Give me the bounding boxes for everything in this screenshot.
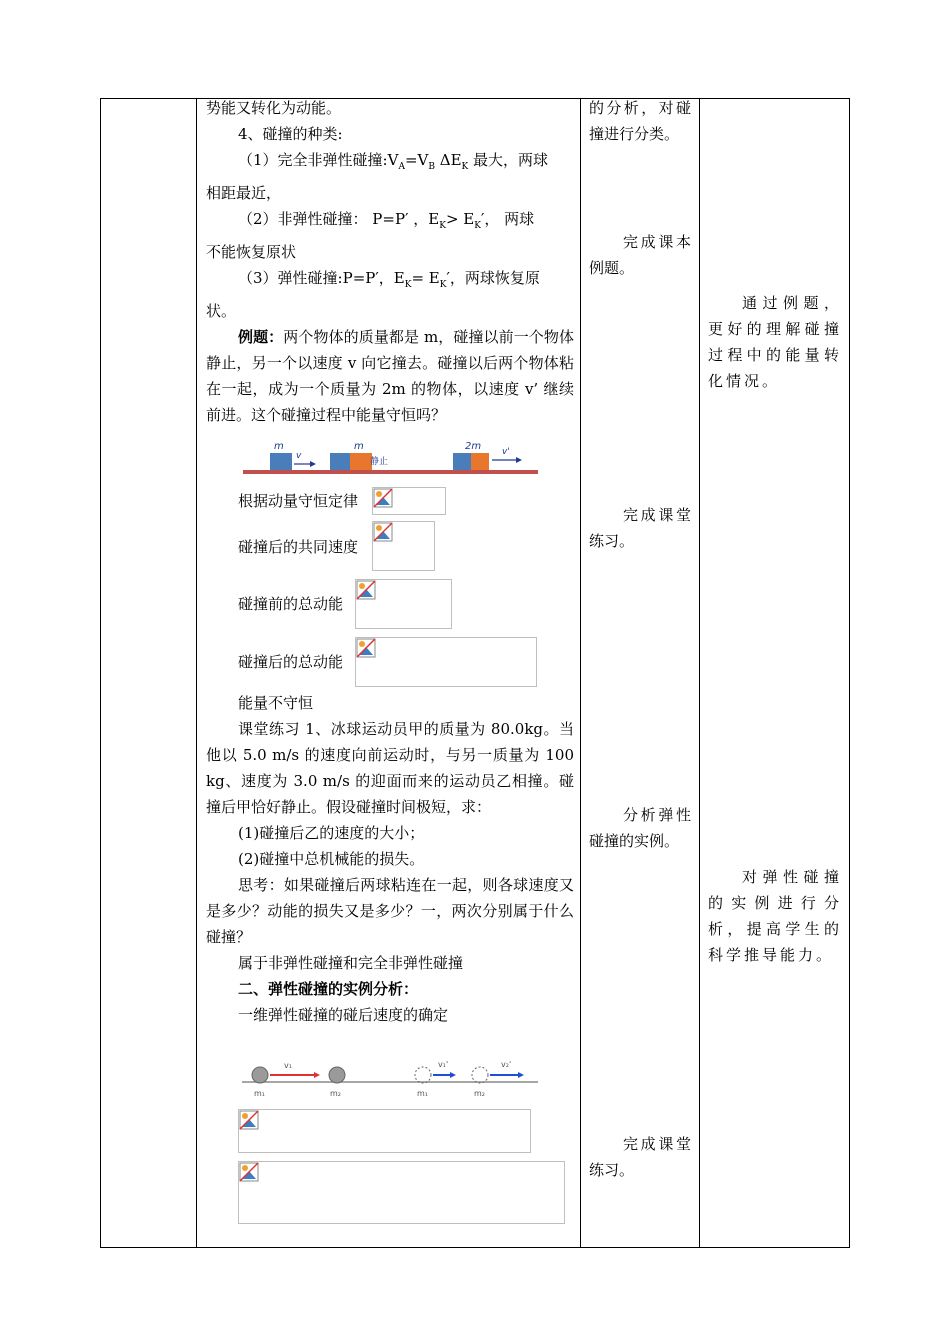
ball-2 (329, 1067, 345, 1083)
practice-problem: 课堂练习 1、冰球运动员甲的质量为 80.0kg。当他以 5.0 m/s 的速度向前运动时，与另一质量为 100 kg、速度为 3.0 m/s 的迎面而来的运动员乙相撞。碰撞后甲恰好静止。假设碰撞时间极短，求： (206, 720, 574, 816)
elastic-collision-figure (240, 1058, 540, 1100)
column-divider (580, 98, 581, 1248)
question-2: (2)碰撞中总机械能的损失。 (238, 850, 425, 868)
student-activity: 完成课堂练习。 (589, 506, 691, 550)
design-intent: 对弹性碰撞的实例进行分析，提高学生的科学推导能力。 (708, 868, 842, 964)
mass-label: m₁ (417, 1089, 428, 1098)
broken-image-icon (373, 522, 393, 542)
velocity-label: v (296, 451, 302, 461)
column-divider (196, 98, 197, 1248)
student-activity: 完成课堂练习。 (589, 1135, 691, 1179)
ground-line (243, 470, 538, 474)
broken-image-icon (239, 1162, 259, 1182)
mass-label: m (354, 441, 364, 452)
practice-section (206, 690, 574, 1028)
answer: 属于非弹性碰撞和完全非弹性碰撞 (238, 954, 464, 972)
formula-image (372, 521, 435, 571)
column-divider (699, 98, 700, 1248)
ball-2-after (472, 1067, 488, 1083)
collision-figure (240, 438, 540, 480)
design-intent: 通过例题，更好的理解碰撞过程中的能量转化情况。 (708, 294, 842, 390)
velocity-label: v₁ (284, 1061, 292, 1070)
broken-image-icon (239, 1110, 259, 1130)
text-line: 不能恢复原状 (206, 243, 297, 261)
mass-label: m₂ (474, 1089, 485, 1098)
question-1: (1)碰撞后乙的速度的大小； (238, 824, 425, 842)
ball-1-after (415, 1067, 431, 1083)
mass-label: m (274, 441, 284, 452)
step-final-ke: 碰撞后的总动能 (238, 653, 344, 671)
text-line: 状。 (206, 302, 237, 320)
ball-1 (252, 1067, 268, 1083)
conclusion: 能量不守恒 (238, 694, 314, 712)
still-label: 静止 (370, 457, 389, 467)
think-question: 思考：如果碰撞后两球粘连在一起，则各球速度又是多少？动能的损失又是多少？一，两次分别属于什么碰撞？ (206, 876, 574, 946)
student-activity: 的分析，对碰撞进行分类。 (589, 99, 691, 143)
broken-image-icon (373, 488, 393, 508)
collision-types-heading: 4、碰撞的种类: (238, 125, 343, 143)
formula-image (372, 487, 446, 515)
text-line: 势能又转化为动能。 (206, 99, 342, 117)
type-elastic: （3）弹性碰撞:P=P′，$E_K= E_K'$，两球恢复原 (238, 269, 540, 290)
velocity-label: v' (502, 447, 510, 457)
student-activity: 完成课本例题。 (589, 233, 691, 277)
text-line: 相距最近， (206, 184, 282, 202)
velocity-label: v₁' (438, 1060, 449, 1069)
teaching-content (206, 95, 574, 428)
type-inelastic: （2）非弹性碰撞： P=P′ ，$E_K> E_K'$， 两球 (238, 210, 535, 231)
block-left (330, 453, 350, 470)
example-label: 例题： (238, 328, 284, 346)
block-combined-left (453, 453, 471, 470)
block-combined-right (471, 453, 489, 470)
formula-image (238, 1161, 565, 1224)
velocity-label: v₂' (501, 1060, 512, 1069)
mass-label: 2m (465, 441, 482, 452)
student-activity: 分析弹性碰撞的实例。 (589, 806, 691, 850)
formula-image (355, 579, 452, 629)
subheading: 一维弹性碰撞的碰后速度的确定 (238, 1006, 449, 1024)
block-moving (270, 453, 292, 470)
example-problem: 例题：两个物体的质量都是 m，碰撞以前一个物体静止，另一个以速度 v 向它撞去。碰撞以后两个物体粘在一起，成为一个质量为 2m 的物体，以速度 v’ 继续前进。这个碰撞过程中能量守恒吗？ (206, 328, 574, 424)
block-still (350, 453, 372, 470)
broken-image-icon (356, 638, 376, 658)
step-momentum: 根据动量守恒定律 (238, 492, 359, 510)
formula-image (238, 1109, 531, 1153)
mass-label: m₂ (330, 1089, 341, 1098)
type-inelastic-complete: （1）完全非弹性碰撞$:V_A=V_B$ $\Delta E_K$ 最大，两球 (238, 151, 549, 172)
broken-image-icon (356, 580, 376, 600)
section-heading: 二、弹性碰撞的实例分析： (238, 980, 419, 998)
step-common-velocity: 碰撞后的共同速度 (238, 538, 359, 556)
formula-image (355, 637, 537, 687)
step-initial-ke: 碰撞前的总动能 (238, 595, 344, 613)
mass-label: m₁ (254, 1089, 265, 1098)
